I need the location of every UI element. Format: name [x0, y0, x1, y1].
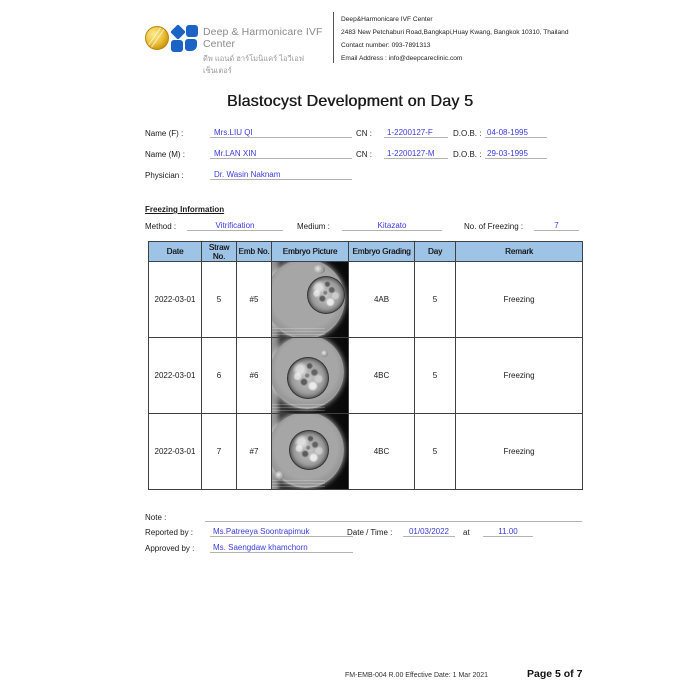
cell-emb-no: #5 — [237, 262, 272, 338]
clinic-coin-logo-icon — [145, 26, 169, 50]
column-header-remark: Remark — [456, 242, 583, 262]
cell-straw-no: 5 — [202, 262, 237, 338]
embryo-micrograph — [272, 414, 348, 489]
embryo-micrograph — [272, 338, 348, 413]
datetime-label: Date / Time : — [347, 528, 393, 537]
medium-value: Kitazato — [342, 221, 442, 231]
column-header-straw-no: Straw No. — [202, 242, 237, 262]
blastocyst — [287, 357, 329, 399]
cell-straw-no: 6 — [202, 338, 237, 414]
table-header-row — [149, 242, 583, 262]
header-divider — [333, 12, 334, 63]
note-row — [145, 510, 582, 522]
column-header-day: Day — [415, 242, 456, 262]
name-m-label: Name (M) : — [145, 150, 185, 159]
cn-m-value: 1-2200127-M — [384, 149, 448, 159]
table-row — [149, 414, 583, 490]
cell-grading: 4AB — [349, 262, 415, 338]
at-label: at — [463, 528, 470, 537]
dob-m-value: 29-03-1995 — [485, 149, 547, 159]
physician-value: Dr. Wasin Naknam — [210, 170, 352, 180]
cn-m-label: CN : — [356, 150, 372, 159]
clinic-brand — [203, 26, 333, 77]
clinic-name-english: Deep & Harmonicare IVF Center — [203, 26, 323, 50]
cell-day: 5 — [415, 262, 456, 338]
page-title: Blastocyst Development on Day 5 — [226, 93, 474, 110]
column-header-emb-no: Emb No. — [237, 242, 272, 262]
note-label: Note : — [145, 513, 167, 522]
cell-embryo-picture — [272, 262, 349, 338]
cell-remark: Freezing — [456, 262, 583, 338]
cell-embryo-picture — [272, 414, 349, 490]
clinic-cross-logo-icon — [171, 25, 198, 52]
blastocyst — [307, 276, 345, 314]
medium-label: Medium : — [297, 222, 330, 231]
cell-date: 2022-03-01 — [149, 262, 202, 338]
cell-fragment — [275, 471, 284, 480]
name-f-label: Name (F) : — [145, 129, 184, 138]
approved-by-row — [145, 541, 353, 553]
contact-line-email: Email Address : info@deepcareclinic.com — [341, 55, 463, 62]
dob-m-label: D.O.B. : — [453, 150, 482, 159]
time-value: 11.00 — [483, 527, 533, 537]
page-number: Page 5 of 7 — [527, 668, 583, 680]
cn-f-value: 1-2200127-F — [384, 128, 448, 138]
dob-f-label: D.O.B. : — [453, 129, 482, 138]
reported-by-value: Ms.Patreeya Soontrapimuk — [210, 527, 353, 537]
freezing-count-value: 7 — [534, 221, 579, 231]
cell-embryo-picture — [272, 338, 349, 414]
note-line — [205, 521, 582, 522]
contact-line-clinic-name: Deep&Harmonicare IVF Center — [341, 16, 433, 23]
cell-remark: Freezing — [456, 338, 583, 414]
dob-f-value: 04-08-1995 — [485, 128, 547, 138]
freezing-info-row — [145, 219, 579, 231]
cell-emb-no: #7 — [237, 414, 272, 490]
cell-date: 2022-03-01 — [149, 338, 202, 414]
cell-day: 5 — [415, 414, 456, 490]
embryo-micrograph — [272, 262, 348, 337]
reported-by-row — [145, 525, 533, 537]
cn-f-label: CN : — [356, 129, 372, 138]
cell-grading: 4BC — [349, 414, 415, 490]
name-f-value: Mrs.LIU QI — [210, 128, 352, 138]
reported-by-label: Reported by : — [145, 528, 194, 537]
method-label: Method : — [145, 222, 177, 231]
column-header-date: Date — [149, 242, 202, 262]
freezing-section-title: Freezing Information — [145, 205, 225, 214]
date-value: 01/03/2022 — [403, 527, 455, 537]
physician-label: Physician : — [145, 171, 184, 180]
clinic-name-thai: ดีพ แอนด์ ฮาร์โมนิแคร์ ไอวีเอฟ เซ็นเตอร์ — [203, 54, 305, 75]
column-header-embryo-grading: Embryo Grading — [349, 242, 415, 262]
table-row — [149, 338, 583, 414]
method-value: Vitrification — [187, 221, 283, 231]
column-header-embryo-picture: Embryo Picture — [272, 242, 349, 262]
clinic-contact-block — [341, 13, 571, 65]
cell-grading: 4BC — [349, 338, 415, 414]
cell-straw-no: 7 — [202, 414, 237, 490]
cell-remark: Freezing — [456, 414, 583, 490]
patient-row-male — [145, 147, 547, 159]
contact-line-phone: Contact number: 093-7891313 — [341, 42, 431, 49]
document-reference: FM-EMB-004 R.00 Effective Date: 1 Mar 2021 — [345, 672, 489, 679]
cell-day: 5 — [415, 338, 456, 414]
cell-fragment — [321, 350, 328, 357]
freezing-count-label: No. of Freezing : — [464, 222, 524, 231]
blastocyst — [289, 430, 329, 470]
physician-row — [145, 168, 352, 180]
contact-line-address: 2483 New Petchaburi Road,Bangkapi,Huay Kwang, Bangkok 10310, Thailand — [341, 29, 569, 36]
cell-date: 2022-03-01 — [149, 414, 202, 490]
cell-fragment — [313, 265, 325, 274]
patient-row-female — [145, 126, 547, 138]
cell-emb-no: #6 — [237, 338, 272, 414]
approved-by-label: Approved by : — [145, 544, 195, 553]
embryo-table — [148, 241, 583, 490]
table-row — [149, 262, 583, 338]
name-m-value: Mr.LAN XIN — [210, 149, 352, 159]
approved-by-value: Ms. Saengdaw khamchorn — [210, 543, 353, 553]
